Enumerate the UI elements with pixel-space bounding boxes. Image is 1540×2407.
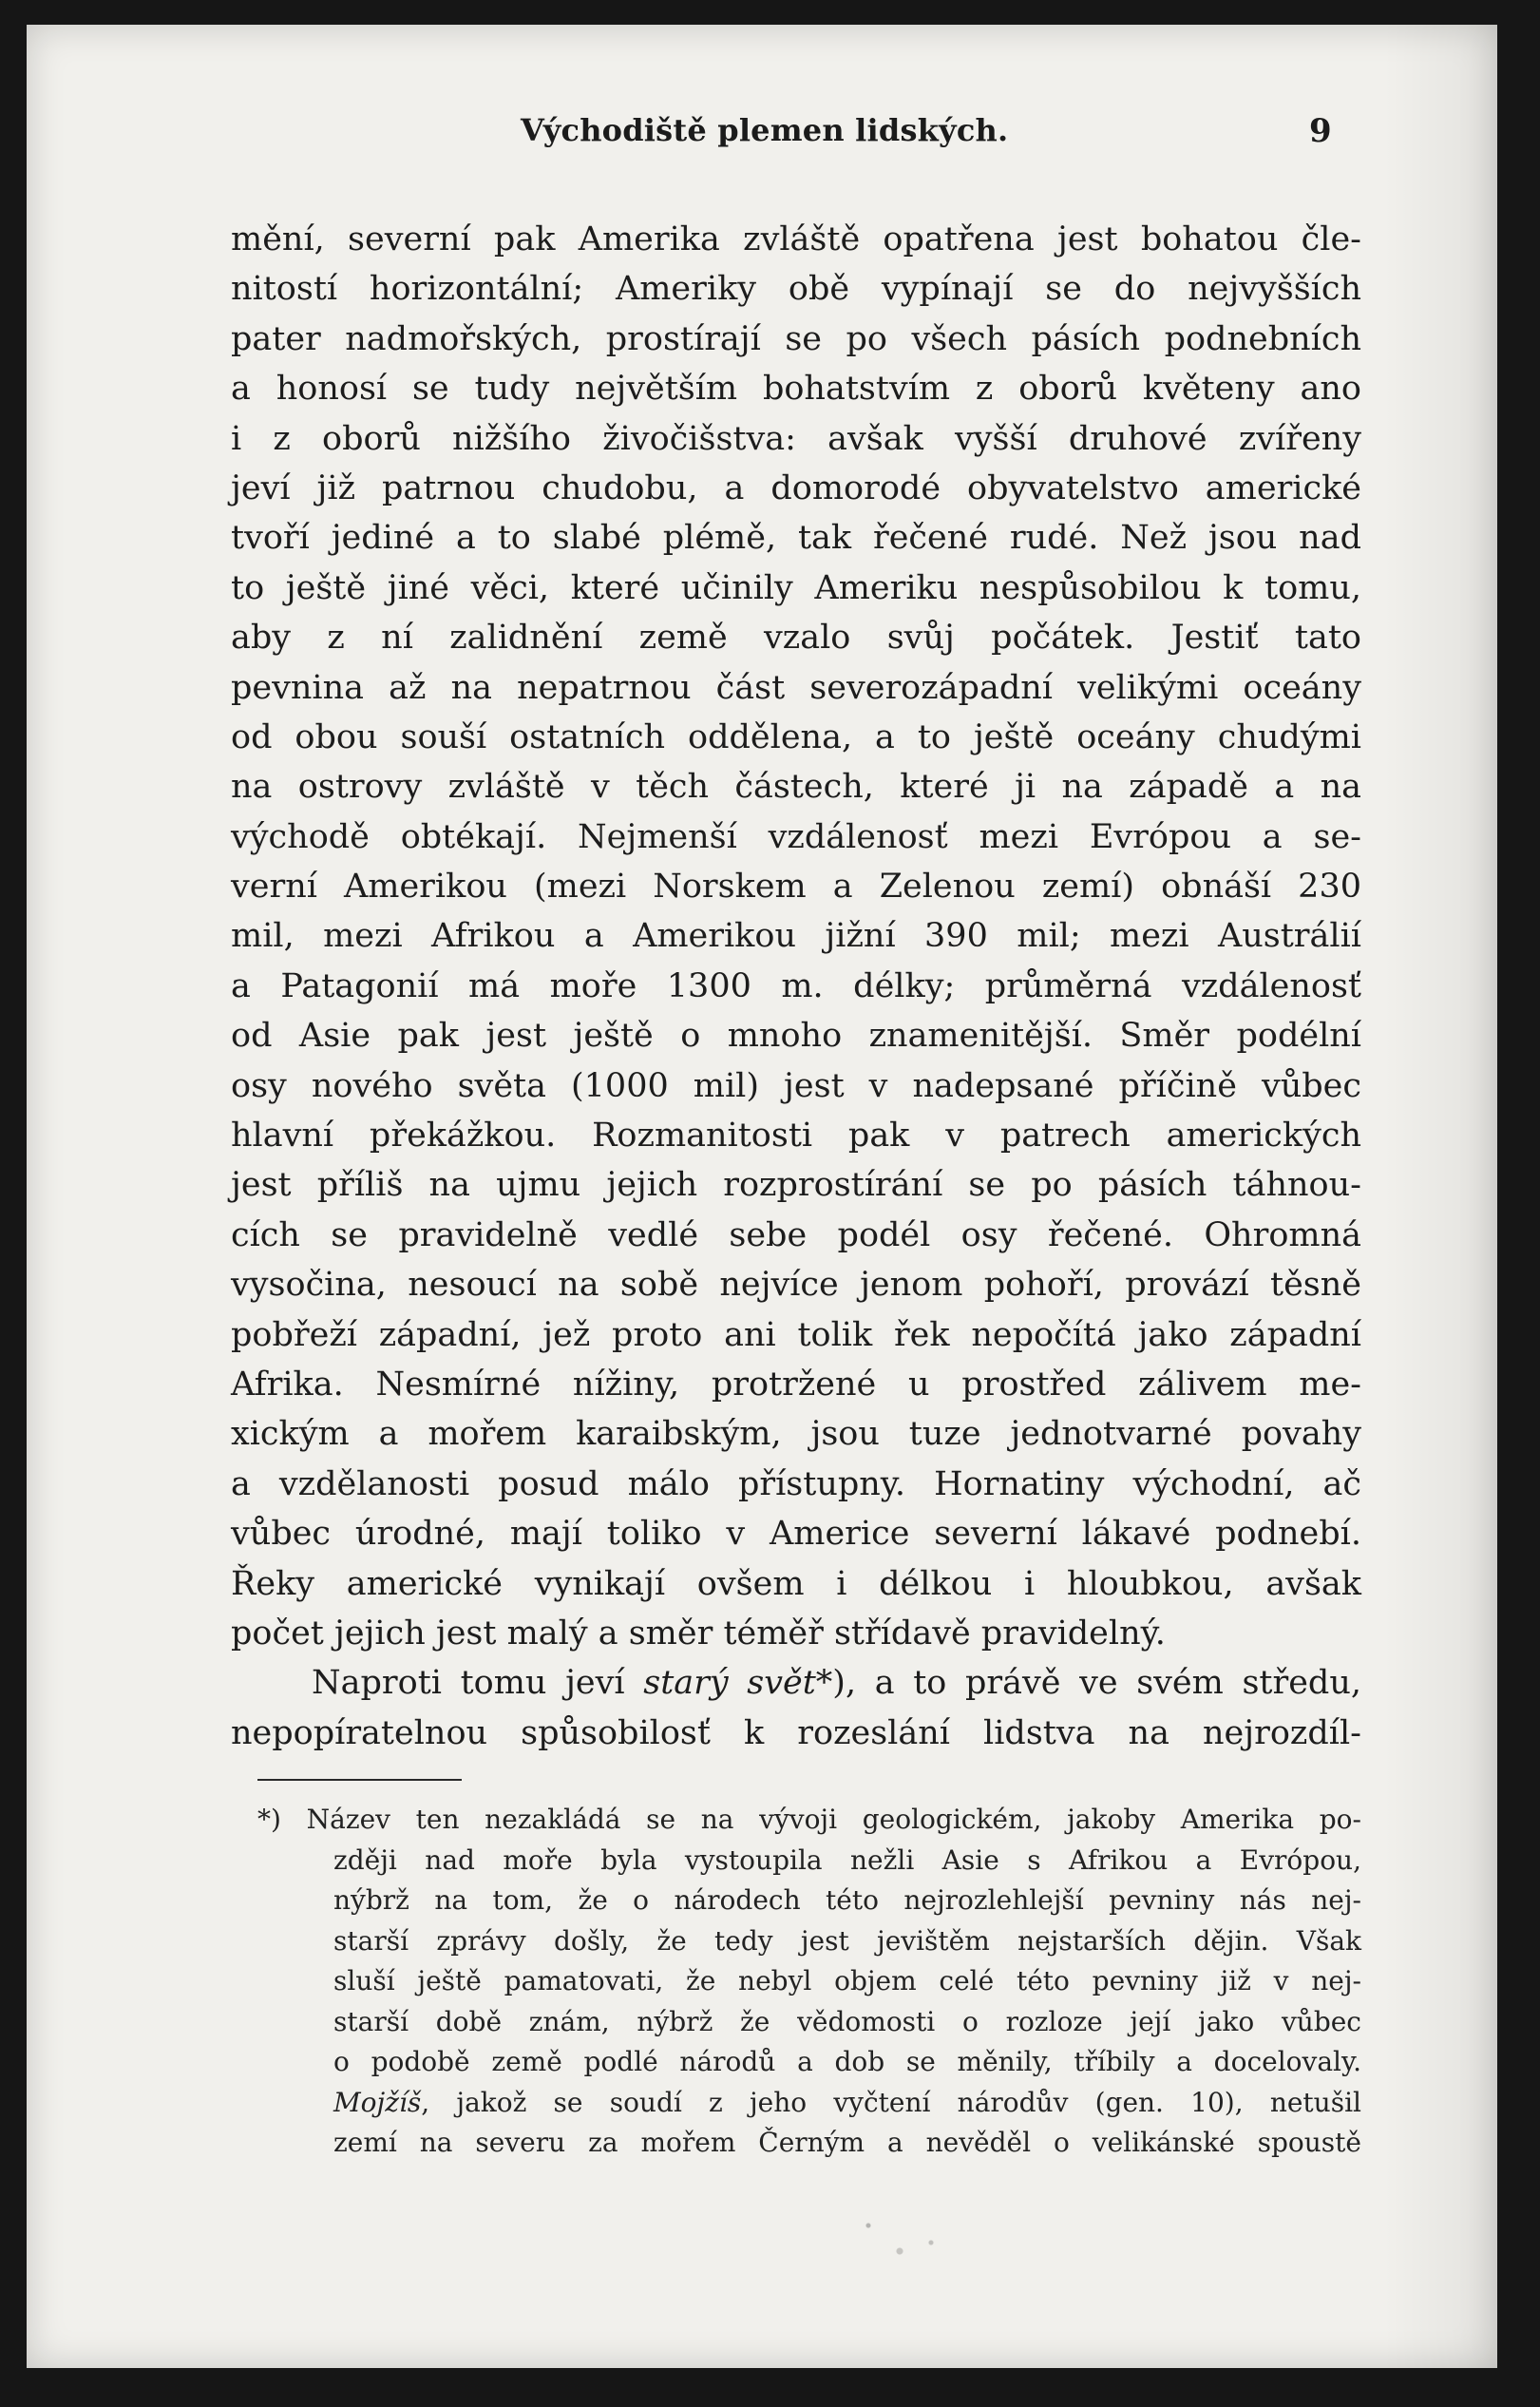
italic-term: Mojžíš bbox=[333, 2086, 422, 2118]
text-line: a Patagonií má moře 1300 m. délky; průměrná vzdálenosť bbox=[231, 966, 1361, 1005]
text-fragment: *), a to právě ve svém středu, bbox=[815, 1664, 1361, 1703]
text-line: jest příliš na ujmu jejich rozprostírání se po pásích táhnou- bbox=[231, 1166, 1361, 1205]
text-line: to ještě jiné věci, které učinily Ameriku nespůsobilou k tomu, bbox=[231, 568, 1361, 607]
text-line: hlavní překážkou. Rozmanitosti pak v patrech amerických bbox=[231, 1117, 1361, 1156]
text-line: xickým a mořem karaibským, jsou tuze jednotvarné povahy bbox=[231, 1415, 1361, 1454]
text-line: mil, mezi Afrikou a Amerikou jižní 390 mil; mezi Austrálií bbox=[231, 917, 1361, 956]
text-line: i z oborů nižšího živočišstva: avšak vyšší druhové zvířeny bbox=[231, 419, 1361, 458]
text-line: tvoří jediné a to slabé plémě, tak řečené rudé. Než jsou nad bbox=[231, 519, 1361, 558]
text-line: pevnina až na nepatrnou část severozápadní velikými oceány bbox=[231, 668, 1361, 707]
main-text bbox=[231, 215, 1361, 1758]
text-line: vůbec úrodné, mají toliko v Americe severní lákavé podnebí. bbox=[231, 1515, 1361, 1554]
text-line: počet jejich jest malý a směr téměř střídavě pravidelný. bbox=[231, 1614, 1166, 1652]
paragraph-start-line bbox=[231, 1658, 1361, 1708]
footnote-line: nýbrž na tom, že o národech této nejrozlehlejší pevniny nás nej- bbox=[333, 1884, 1361, 1916]
text-line: pater nadmořských, prostírají se po všech pásích podnebních bbox=[231, 319, 1361, 358]
text-line: pobřeží západní, jež proto ani tolik řek nepočítá jako západní bbox=[231, 1315, 1361, 1354]
footnote-line: starší zprávy došly, že tedy jest jevištěm nejstarších dějin. Však bbox=[333, 1924, 1361, 1957]
text-line: Afrika. Nesmírné nížiny, protržené u prostřed zálivem me- bbox=[231, 1365, 1361, 1404]
book-page bbox=[27, 25, 1497, 2368]
text-line: nepopíratelnou spůsobilosť k rozeslání lidstva na nejrozdíl- bbox=[231, 1713, 1361, 1752]
footnote-marker: *) bbox=[257, 1804, 281, 1835]
footnote-line: sluší ještě pamatovati, že nebyl objem celé této pevniny již v nej- bbox=[333, 1965, 1361, 1996]
text-fragment: Naproti tomu jeví bbox=[312, 1664, 644, 1703]
text-fragment: , jakož se soudí z jeho vyčtení národův (gen. 10), netušil bbox=[421, 2086, 1361, 2118]
footnote-line: zději nad moře byla vystoupila nežli Asie s Afrikou a Evrópou, bbox=[333, 1843, 1361, 1876]
italic-term: starý svět bbox=[643, 1664, 816, 1703]
text-line: od Asie pak jest ještě o mnoho znamenitější. Směr podélní bbox=[231, 1017, 1361, 1056]
footnote-line bbox=[257, 2083, 1361, 2124]
text-fragment: Název ten nezakládá se na vývoji geologickém, jakoby Amerika po- bbox=[306, 1804, 1361, 1835]
text-line: osy nového světa (1000 mil) jest v nadepsané příčině vůbec bbox=[231, 1066, 1361, 1105]
footnote-line: zemí na severu za mořem Černým a nevěděl o velikánské spoustě bbox=[333, 2127, 1361, 2158]
footnote-divider bbox=[257, 1779, 462, 1781]
footnote-line: o podobě země podlé národů a dob se měnily, tříbily a docelovaly. bbox=[333, 2046, 1361, 2077]
running-header: Východiště plemen lidských. bbox=[521, 112, 1009, 148]
scan-specks bbox=[806, 2191, 1015, 2277]
text-line: východě obtékají. Nejmenší vzdálenosť mezi Evrópou a se- bbox=[231, 817, 1361, 856]
footnote-first-line bbox=[257, 1800, 1361, 1841]
page-shadow bbox=[1383, 25, 1497, 2368]
text-line: vysočina, nesoucí na sobě nejvíce jenom pohoří, provází těsně bbox=[231, 1266, 1361, 1305]
text-line: Řeky americké vynikají ovšem i délkou i hloubkou, avšak bbox=[231, 1564, 1361, 1603]
text-line: aby z ní zalidnění země vzalo svůj počátek. Jestiť tato bbox=[231, 619, 1361, 658]
text-line: mění, severní pak Amerika zvláště opatřena jest bohatou čle- bbox=[231, 220, 1361, 258]
text-line: verní Amerikou (mezi Norskem a Zelenou zemí) obnáší 230 bbox=[231, 868, 1361, 907]
footnote bbox=[257, 1800, 1361, 2164]
text-line: na ostrovy zvláště v těch částech, které ji na západě a na bbox=[231, 768, 1361, 807]
text-line: jeví již patrnou chudobu, a domorodé obyvatelstvo americké bbox=[231, 468, 1361, 507]
text-line: a honosí se tudy největším bohatstvím z oborů květeny ano bbox=[231, 370, 1361, 409]
text-line: cích se pravidelně vedlé sebe podél osy řečené. Ohromná bbox=[231, 1215, 1361, 1254]
text-line: od obou souší ostatních oddělena, a to ještě oceány chudými bbox=[231, 717, 1361, 756]
text-line: a vzdělanosti posud málo přístupny. Hornatiny východní, ač bbox=[231, 1464, 1361, 1503]
page-number: 9 bbox=[1309, 112, 1332, 150]
footnote-line: starší době znám, nýbrž že vědomosti o rozloze její jako vůbec bbox=[333, 2005, 1361, 2037]
text-line: nitostí horizontální; Ameriky obě vypínají se do nejvyšších bbox=[231, 270, 1361, 309]
